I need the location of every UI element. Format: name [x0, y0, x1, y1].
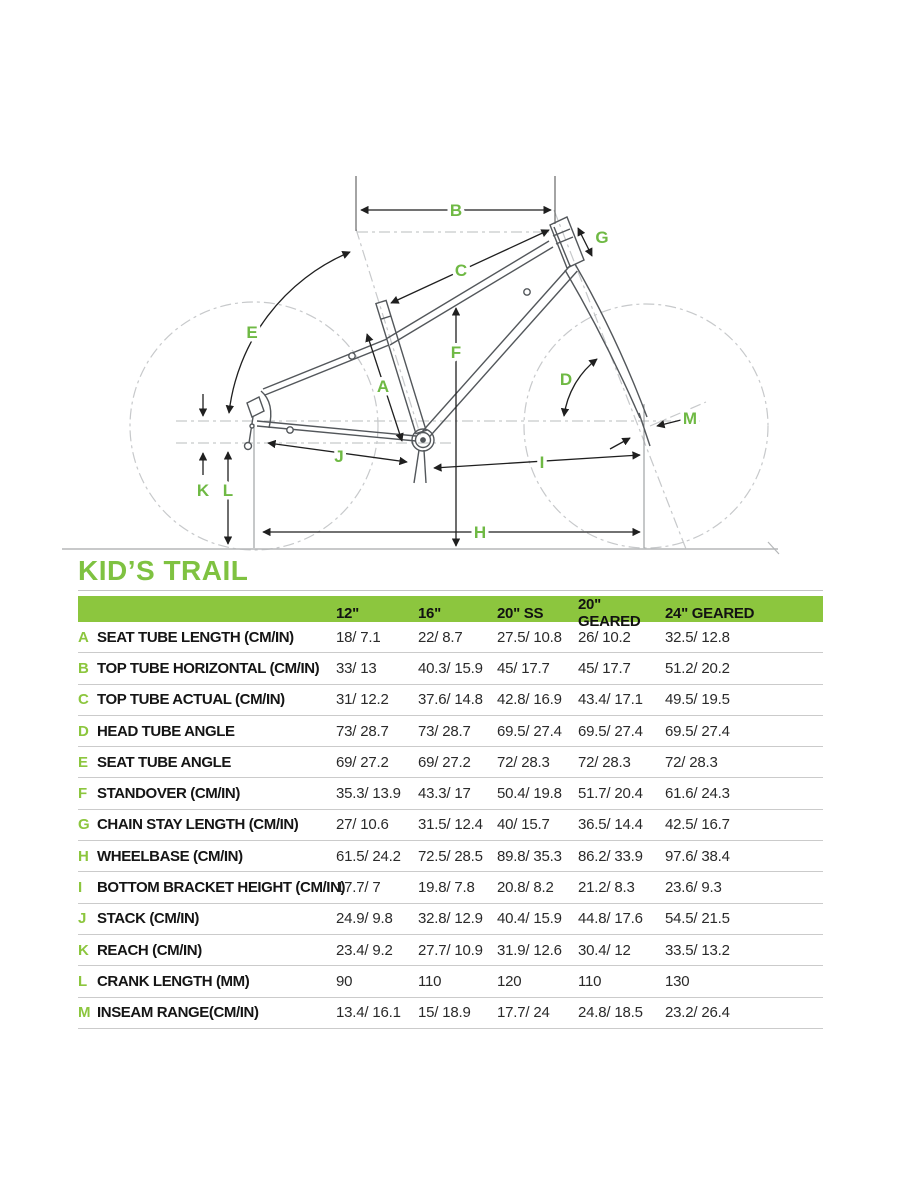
row-label: HEAD TUBE ANGLE: [97, 722, 235, 740]
row-value: 42.5/ 16.7: [665, 816, 730, 834]
row-label: WHEELBASE (CM/IN): [97, 847, 243, 865]
ground-end-tick: [768, 542, 779, 554]
row-value: 69.5/ 27.4: [665, 722, 730, 740]
diagram-label-D: D: [559, 370, 573, 389]
row-value: 17.7/ 7: [336, 879, 381, 897]
row-value: 110: [418, 972, 442, 990]
diagram-label-J: J: [334, 447, 344, 466]
row-value: 69/ 27.2: [336, 753, 389, 771]
row-letter: M: [78, 1004, 91, 1022]
row-label: SEAT TUBE LENGTH (CM/IN): [97, 628, 294, 646]
seat-collar: [381, 316, 391, 319]
front-wheel-circle: [524, 304, 768, 548]
row-letter: K: [78, 941, 89, 959]
row-value: 23.2/ 26.4: [665, 1004, 730, 1022]
row-label: STACK (CM/IN): [97, 910, 200, 928]
row-letter: G: [78, 816, 90, 834]
row-value: 45/ 17.7: [578, 659, 631, 677]
fork-offset-reference-line: [650, 402, 706, 426]
row-letter: D: [78, 722, 89, 740]
row-value: 73/ 28.7: [418, 722, 471, 740]
row-value: 21.2/ 8.3: [578, 879, 635, 897]
diagram-label-E: E: [246, 323, 258, 342]
row-letter: L: [78, 972, 88, 990]
row-value: 22/ 8.7: [418, 628, 463, 646]
row-value: 51.7/ 20.4: [578, 785, 643, 803]
diagram-label-I: I: [539, 453, 545, 472]
rear-dropout: [247, 397, 264, 417]
row-value: 17.7/ 24: [497, 1004, 550, 1022]
row-value: 40.3/ 15.9: [418, 659, 483, 677]
row-label: STANDOVER (CM/IN): [97, 785, 240, 803]
dim-M-offset: [610, 438, 630, 449]
bike-geometry-diagram: [0, 0, 900, 580]
row-value: 69.5/ 27.4: [578, 722, 643, 740]
fork-blade: [565, 270, 640, 418]
row-value: 37.6/ 14.8: [418, 691, 483, 709]
row-value: 33/ 13: [336, 659, 377, 677]
row-label: TOP TUBE ACTUAL (CM/IN): [97, 691, 285, 709]
row-value: 24.9/ 9.8: [336, 910, 393, 928]
row-value: 33.5/ 13.2: [665, 941, 730, 959]
column-header-20geared: 20" GEARED: [578, 596, 641, 630]
page-title: KID’S TRAIL: [78, 555, 249, 586]
table-row: [78, 778, 823, 809]
row-value: 40/ 15.7: [497, 816, 550, 834]
table-header-bar: [78, 596, 823, 630]
row-value: 69/ 27.2: [418, 753, 471, 771]
row-letter: A: [78, 628, 89, 646]
row-value: 72/ 28.3: [497, 753, 550, 771]
row-value: 24.8/ 18.5: [578, 1004, 643, 1022]
table-row: [78, 872, 823, 903]
row-value: 54.5/ 21.5: [665, 910, 730, 928]
table-row: [78, 622, 823, 653]
table-row: [78, 747, 823, 778]
row-value: 45/ 17.7: [497, 659, 550, 677]
row-label: CHAIN STAY LENGTH (CM/IN): [97, 816, 299, 834]
row-value: 19.8/ 7.8: [418, 879, 475, 897]
ground: [62, 542, 779, 554]
row-label: CRANK LENGTH (MM): [97, 972, 250, 990]
cable-guide: [287, 427, 293, 433]
row-value: 32.5/ 12.8: [665, 628, 730, 646]
row-value: 130: [665, 972, 690, 990]
row-value: 30.4/ 12: [578, 941, 631, 959]
column-header-20ss: 20" SS: [497, 604, 544, 622]
table-row: [78, 841, 823, 872]
row-label: TOP TUBE HORIZONTAL (CM/IN): [97, 659, 320, 677]
row-value: 42.8/ 16.9: [497, 691, 562, 709]
row-letter: B: [78, 659, 89, 677]
diagram-label-G: G: [595, 228, 609, 247]
row-letter: E: [78, 753, 89, 771]
row-value: 15/ 18.9: [418, 1004, 471, 1022]
row-value: 50.4/ 19.8: [497, 785, 562, 803]
row-value: 23.6/ 9.3: [665, 879, 722, 897]
diagram-letter-labels: [197, 201, 697, 542]
diagram-label-H: H: [473, 523, 487, 542]
row-value: 72/ 28.3: [665, 753, 718, 771]
seat-tube: [376, 300, 426, 433]
crank-arm: [414, 450, 419, 483]
row-value: 69.5/ 27.4: [497, 722, 562, 740]
diagram-label-F: F: [450, 343, 462, 362]
row-value: 51.2/ 20.2: [665, 659, 730, 677]
row-value: 72.5/ 28.5: [418, 847, 483, 865]
table-row: [78, 904, 823, 935]
row-value: 36.5/ 14.4: [578, 816, 643, 834]
diagram-label-L: L: [222, 481, 234, 500]
row-value: 120: [497, 972, 522, 990]
row-value: 40.4/ 15.9: [497, 910, 562, 928]
row-value: 89.8/ 35.3: [497, 847, 562, 865]
row-value: 18/ 7.1: [336, 628, 381, 646]
cable-guide: [349, 353, 355, 359]
table-row: [78, 685, 823, 716]
table-row: [78, 998, 823, 1029]
head-tube-axis-line: [554, 210, 686, 549]
row-value: 61.6/ 24.3: [665, 785, 730, 803]
row-value: 49.5/ 19.5: [665, 691, 730, 709]
row-label: SEAT TUBE ANGLE: [97, 753, 232, 771]
row-value: 90: [336, 972, 353, 990]
row-value: 20.8/ 8.2: [497, 879, 554, 897]
row-value: 27.5/ 10.8: [497, 628, 562, 646]
row-letter: F: [78, 785, 88, 803]
row-value: 43.3/ 17: [418, 785, 471, 803]
row-letter: C: [78, 691, 89, 709]
row-value: 35.3/ 13.9: [336, 785, 401, 803]
row-value: 26/ 10.2: [578, 628, 631, 646]
row-label: BOTTOM BRACKET HEIGHT (CM/IN): [97, 879, 346, 897]
table-row: [78, 935, 823, 966]
column-header-12in: 12": [336, 604, 359, 622]
row-value: 72/ 28.3: [578, 753, 631, 771]
row-value: 61.5/ 24.2: [336, 847, 401, 865]
row-value: 23.4/ 9.2: [336, 941, 393, 959]
row-label: INSEAM RANGE(CM/IN): [97, 1004, 259, 1022]
table-row: [78, 653, 823, 684]
column-header-24geared: 24" GEARED: [665, 604, 755, 622]
table-top-rule: [78, 590, 823, 591]
row-value: 110: [578, 972, 602, 990]
row-value: 73/ 28.7: [336, 722, 389, 740]
row-value: 27/ 10.6: [336, 816, 389, 834]
diagram-label-C: C: [454, 261, 468, 280]
row-letter: H: [78, 847, 89, 865]
row-value: 31.9/ 12.6: [497, 941, 562, 959]
row-label: REACH (CM/IN): [97, 941, 202, 959]
diagram-label-K: K: [196, 481, 210, 500]
dimension-arrows: [203, 210, 681, 546]
row-value: 32.8/ 12.9: [418, 910, 483, 928]
spec-table-section: [78, 556, 823, 1029]
table-row: [78, 966, 823, 997]
row-value: 27.7/ 10.9: [418, 941, 483, 959]
table-row: [78, 716, 823, 747]
diagram-label-M: M: [682, 409, 698, 428]
row-value: 31/ 12.2: [336, 691, 389, 709]
spec-rows: [78, 622, 823, 1029]
row-letter: J: [78, 910, 87, 928]
row-value: 43.4/ 17.1: [578, 691, 643, 709]
dim-I: [434, 455, 640, 468]
row-value: 44.8/ 17.6: [578, 910, 643, 928]
row-value: 13.4/ 16.1: [336, 1004, 401, 1022]
row-value: 97.6/ 38.4: [665, 847, 730, 865]
table-row: [78, 810, 823, 841]
diagram-label-B: B: [449, 201, 463, 220]
cable-guide: [524, 289, 530, 295]
row-letter: I: [78, 879, 83, 897]
column-header-16in: 16": [418, 604, 441, 622]
row-value: 86.2/ 33.9: [578, 847, 643, 865]
diagram-label-A: A: [376, 377, 390, 396]
row-value: 31.5/ 12.4: [418, 816, 483, 834]
